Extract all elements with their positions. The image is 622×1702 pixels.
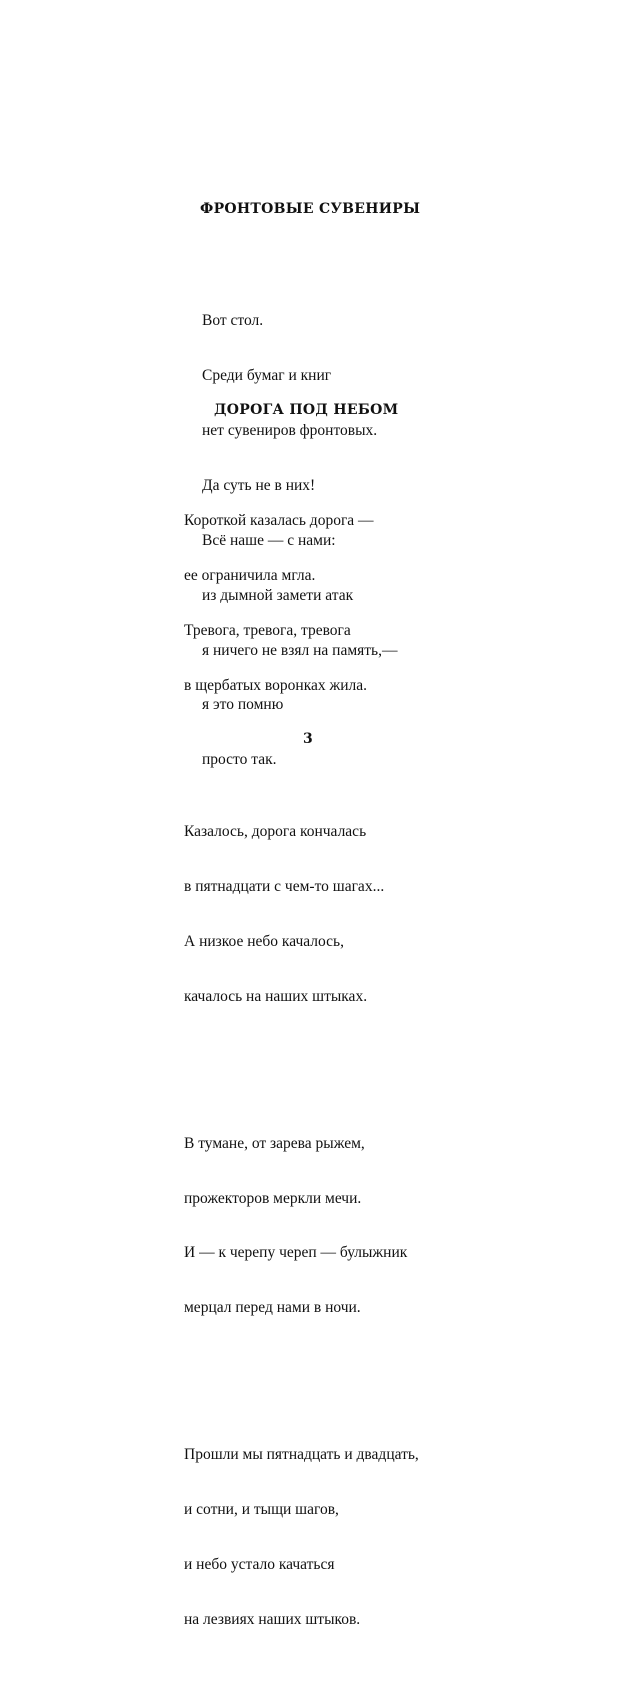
stanza	[184, 787, 419, 1043]
poem-line: мерцал перед нами в ночи.	[184, 1299, 361, 1317]
poem-line: нет сувениров фронтовых.	[202, 421, 378, 439]
poem-line: Короткой казалась дорога —	[184, 512, 374, 530]
poem-line: прожекторов меркли мечи.	[184, 1189, 362, 1207]
poem-line: В тумане, от зарева рыжем,	[184, 1134, 365, 1152]
poem-line: в щербатых воронках жила.	[184, 676, 367, 694]
poem-line: Прошли мы пятнадцать и двадцать,	[184, 1445, 419, 1463]
poem-line: и небо устало качаться	[184, 1555, 335, 1573]
poem-line: из дымной замети атак	[202, 586, 354, 604]
poem-title-road-under-sky: ДОРОГА ПОД НЕБОМ	[214, 402, 399, 418]
poem-line: на лезвиях наших штыков.	[184, 1610, 361, 1628]
poem-line: и сотни, и тыщи шагов,	[184, 1500, 339, 1518]
stanza	[184, 476, 419, 732]
poem-line: И — к черепу череп — булыжник	[184, 1244, 408, 1262]
poem-line: просто так.	[202, 751, 277, 769]
poem-line: ее ограничила мгла.	[184, 567, 316, 585]
poem-line: Среди бумаг и книг	[202, 367, 332, 385]
poem-line: качалось на наших штыках.	[184, 988, 368, 1006]
poem-line: Всё наше — с нами:	[202, 531, 336, 549]
poem-line: А низкое небо качалось,	[184, 933, 344, 951]
poem-line: я ничего не взял на память,—	[202, 641, 398, 659]
page-number: 3	[303, 731, 313, 747]
poem-line: в пятнадцати с чем-то шагах...	[184, 878, 385, 896]
poem-line: Да суть не в них!	[202, 476, 316, 494]
poem-line: Казалось, дорога кончалась	[184, 823, 367, 841]
poem-title-frontline-souvenirs: ФРОНТОВЫЕ СУВЕНИРЫ	[200, 201, 421, 217]
poem-line: Тревога, тревога, тревога	[184, 621, 351, 639]
poem-line: я это помню	[202, 696, 284, 714]
poem-body-road-under-sky	[184, 439, 419, 1702]
poem-line: Вот стол.	[202, 312, 264, 330]
stanza	[184, 1409, 419, 1665]
stanza	[184, 1098, 419, 1354]
